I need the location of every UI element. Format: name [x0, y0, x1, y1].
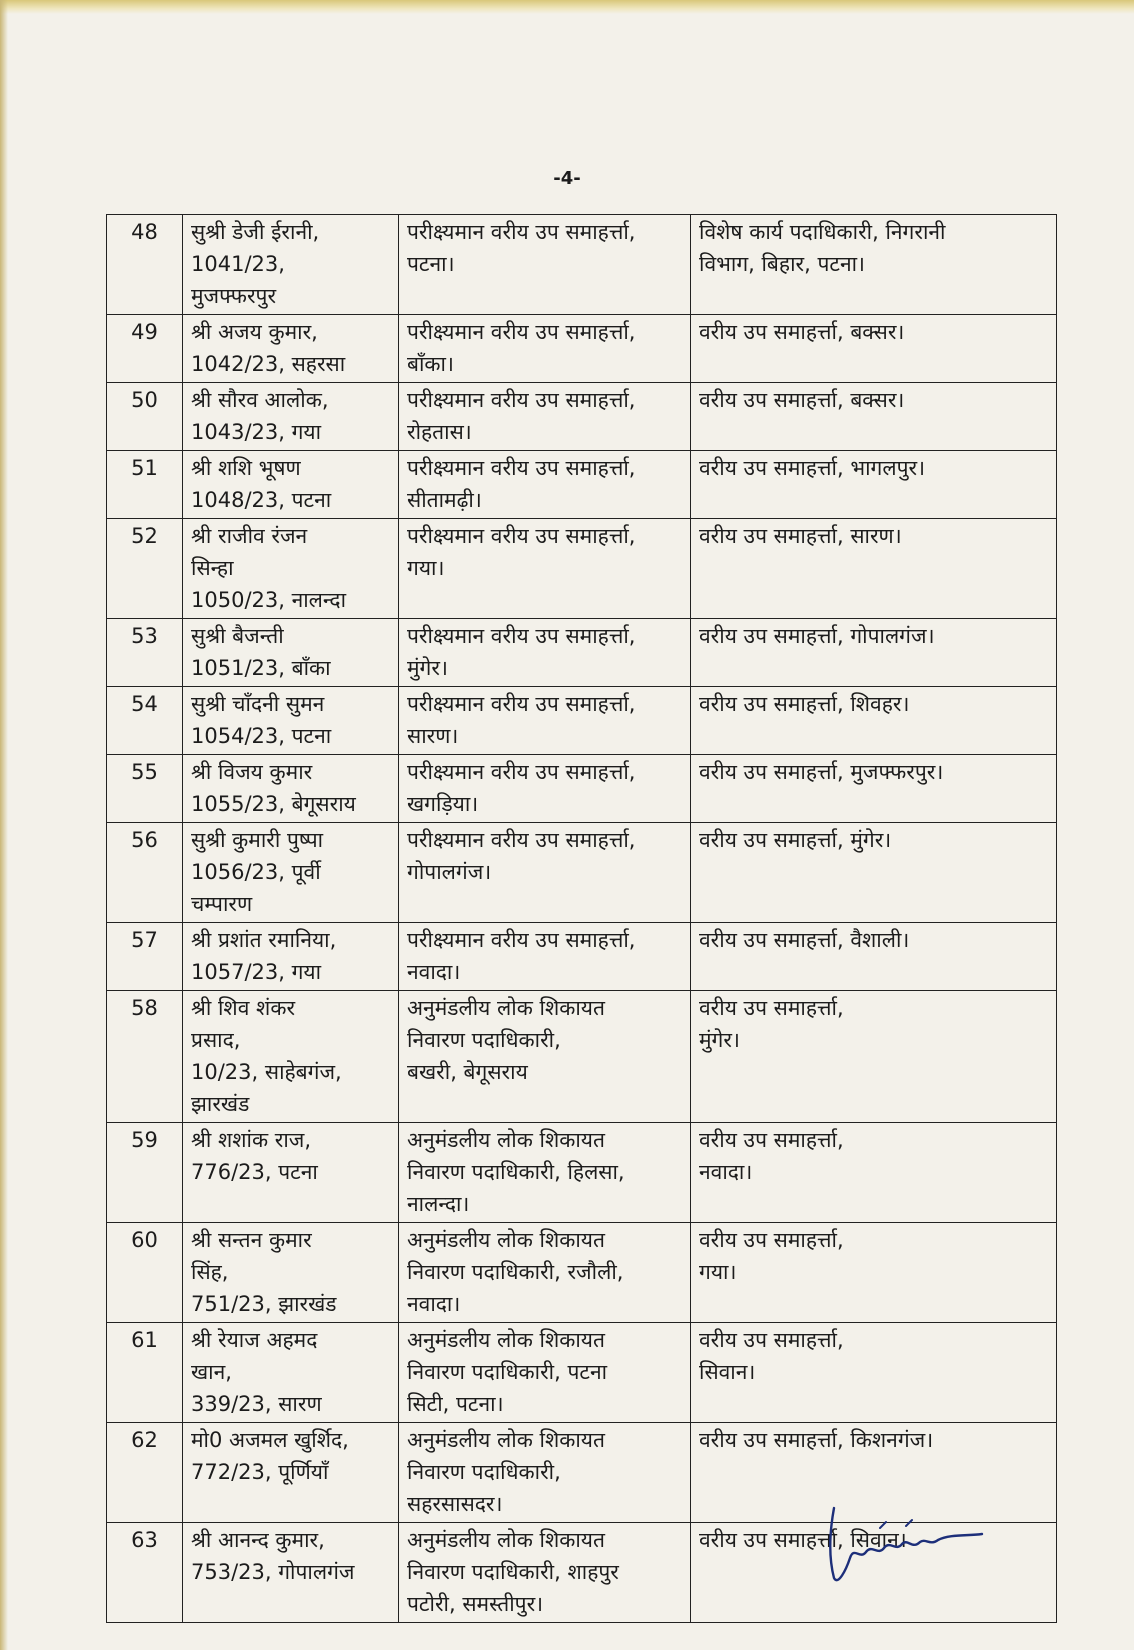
new-posting-line: वरीय उप समाहर्त्ता, शिवहर। [699, 692, 910, 716]
current-post-line: परीक्ष्यमान वरीय उप समाहर्त्ता, [407, 624, 636, 648]
current-post-line: खगड़िया। [407, 792, 479, 816]
new-posting-cell [691, 451, 1057, 519]
current-post-line: परीक्ष्यमान वरीय उप समाहर्त्ता, [407, 220, 636, 244]
current-post-line: नालन्दा। [407, 1192, 470, 1216]
current-post-cell [399, 823, 691, 923]
officer-name-line: 1041/23, [191, 252, 285, 276]
new-posting-cell [691, 823, 1057, 923]
current-post-line: निवारण पदाधिकारी, [407, 1460, 561, 1484]
page-edge-left [0, 0, 8, 1650]
table-row [107, 451, 1057, 519]
current-post-line: बाँका। [407, 352, 454, 376]
current-post-line: गया। [407, 556, 445, 580]
serial-number-cell: 63 [107, 1523, 183, 1623]
officer-name-cell [183, 923, 399, 991]
officer-name-line: 1043/23, गया [191, 420, 322, 444]
table-row [107, 519, 1057, 619]
new-posting-line: वरीय उप समाहर्त्ता, वैशाली। [699, 928, 910, 952]
officer-name-cell [183, 315, 399, 383]
officer-name-line: 1048/23, पटना [191, 488, 332, 512]
current-post-cell [399, 1323, 691, 1423]
officer-name-line: श्री प्रशांत रमानिया, [191, 928, 337, 952]
new-posting-line: सिवान। [699, 1360, 756, 1384]
new-posting-cell [691, 315, 1057, 383]
serial-number-cell: 61 [107, 1323, 183, 1423]
new-posting-line: वरीय उप समाहर्त्ता, गोपालगंज। [699, 624, 935, 648]
current-post-line: अनुमंडलीय लोक शिकायत [407, 1528, 605, 1552]
new-posting-cell [691, 1323, 1057, 1423]
officer-name-line: सिंह, [191, 1260, 229, 1284]
new-posting-line: वरीय उप समाहर्त्ता, [699, 996, 844, 1020]
officer-name-cell [183, 383, 399, 451]
officer-name-line: 1050/23, नालन्दा [191, 588, 347, 612]
serial-number-cell: 50 [107, 383, 183, 451]
officer-name-line: श्री विजय कुमार [191, 760, 313, 784]
current-post-cell [399, 1523, 691, 1623]
current-post-cell [399, 383, 691, 451]
table-row [107, 823, 1057, 923]
current-post-line: रोहतास। [407, 420, 472, 444]
officer-name-line: 753/23, गोपालगंज [191, 1560, 355, 1584]
table-row [107, 687, 1057, 755]
officer-name-line: श्री सौरव आलोक, [191, 388, 329, 412]
new-posting-line: वरीय उप समाहर्त्ता, किशनगंज। [699, 1428, 934, 1452]
officer-name-line: श्री सन्तन कुमार [191, 1228, 312, 1252]
officer-name-cell [183, 1223, 399, 1323]
table-row [107, 1123, 1057, 1223]
current-post-line: सारण। [407, 724, 459, 748]
serial-number-cell: 48 [107, 215, 183, 315]
current-post-line: अनुमंडलीय लोक शिकायत [407, 996, 605, 1020]
officer-name-cell [183, 519, 399, 619]
new-posting-cell [691, 1123, 1057, 1223]
officer-name-cell [183, 823, 399, 923]
officer-name-line: 1057/23, गया [191, 960, 322, 984]
current-post-line: पटोरी, समस्तीपुर। [407, 1592, 544, 1616]
new-posting-line: वरीय उप समाहर्त्ता, [699, 1328, 844, 1352]
officer-name-line: 1051/23, बाँका [191, 656, 331, 680]
officer-name-cell [183, 619, 399, 687]
current-post-line: नवादा। [407, 1292, 461, 1316]
officer-name-line: सिन्हा [191, 556, 234, 580]
current-post-cell [399, 619, 691, 687]
table-row [107, 923, 1057, 991]
current-post-line: निवारण पदाधिकारी, रजौली, [407, 1260, 624, 1284]
new-posting-line: वरीय उप समाहर्त्ता, सिवान। [699, 1528, 907, 1552]
current-post-line: सहरसासदर। [407, 1492, 503, 1516]
current-post-line: बखरी, बेगूसराय [407, 1060, 528, 1084]
serial-number-cell: 57 [107, 923, 183, 991]
officer-name-cell [183, 687, 399, 755]
current-post-cell [399, 1423, 691, 1523]
officer-name-line: 339/23, सारण [191, 1392, 322, 1416]
new-posting-line: वरीय उप समाहर्त्ता, मुजफ्फरपुर। [699, 760, 944, 784]
new-posting-line: वरीय उप समाहर्त्ता, भागलपुर। [699, 456, 926, 480]
table-row [107, 991, 1057, 1123]
current-post-line: अनुमंडलीय लोक शिकायत [407, 1228, 605, 1252]
officer-name-line: 1056/23, पूर्वी [191, 860, 321, 884]
serial-number-cell: 58 [107, 991, 183, 1123]
officer-name-cell [183, 215, 399, 315]
current-post-line: गोपालगंज। [407, 860, 492, 884]
officer-name-cell [183, 1323, 399, 1423]
table-row [107, 755, 1057, 823]
current-post-line: सीतामढ़ी। [407, 488, 482, 512]
officer-name-line: सुश्री चाँदनी सुमन [191, 692, 325, 716]
new-posting-cell [691, 755, 1057, 823]
new-posting-cell [691, 991, 1057, 1123]
officer-name-line: 1042/23, सहरसा [191, 352, 346, 376]
current-post-line: पटना। [407, 252, 455, 276]
officer-name-line: 772/23, पूर्णियाँ [191, 1460, 329, 1484]
officer-name-line: सुश्री बैजन्ती [191, 624, 284, 648]
page-edge-top [0, 0, 1134, 14]
current-post-line: मुंगेर। [407, 656, 448, 680]
table-row [107, 383, 1057, 451]
current-post-line: सिटी, पटना। [407, 1392, 504, 1416]
officer-name-line: 751/23, झारखंड [191, 1292, 337, 1316]
officer-name-line: श्री शशि भूषण [191, 456, 301, 480]
officer-name-line: खान, [191, 1360, 232, 1384]
officer-name-line: सुश्री डेजी ईरानी, [191, 220, 320, 244]
officer-name-line: 1055/23, बेगूसराय [191, 792, 356, 816]
serial-number-cell: 54 [107, 687, 183, 755]
officer-name-line: मुजफ्फरपुर [191, 284, 277, 308]
table-row [107, 1323, 1057, 1423]
current-post-line: परीक्ष्यमान वरीय उप समाहर्त्ता, [407, 760, 636, 784]
current-post-line: परीक्ष्यमान वरीय उप समाहर्त्ता, [407, 928, 636, 952]
current-post-line: परीक्ष्यमान वरीय उप समाहर्त्ता, [407, 456, 636, 480]
current-post-cell [399, 991, 691, 1123]
officer-name-line: झारखंड [191, 1092, 250, 1116]
table-row [107, 619, 1057, 687]
posting-table-body [107, 215, 1057, 1623]
current-post-line: अनुमंडलीय लोक शिकायत [407, 1328, 605, 1352]
serial-number-cell: 51 [107, 451, 183, 519]
new-posting-line: मुंगेर। [699, 1028, 740, 1052]
current-post-line: परीक्ष्यमान वरीय उप समाहर्त्ता, [407, 692, 636, 716]
officer-name-line: श्री शिव शंकर [191, 996, 296, 1020]
officer-name-line: श्री शशांक राज, [191, 1128, 312, 1152]
officer-name-line: 10/23, साहेबगंज, [191, 1060, 342, 1084]
new-posting-line: विशेष कार्य पदाधिकारी, निगरानी [699, 220, 946, 244]
new-posting-line: वरीय उप समाहर्त्ता, सारण। [699, 524, 902, 548]
new-posting-line: वरीय उप समाहर्त्ता, [699, 1228, 844, 1252]
new-posting-line: विभाग, बिहार, पटना। [699, 252, 866, 276]
officer-name-cell [183, 451, 399, 519]
officer-name-cell [183, 1523, 399, 1623]
new-posting-line: नवादा। [699, 1160, 753, 1184]
serial-number-cell: 52 [107, 519, 183, 619]
officer-name-line: श्री राजीव रंजन [191, 524, 308, 548]
officer-name-cell [183, 1123, 399, 1223]
officer-name-cell [183, 991, 399, 1123]
officer-name-line: सुश्री कुमारी पुष्पा [191, 828, 324, 852]
posting-table [106, 214, 1057, 1623]
current-post-cell [399, 1223, 691, 1323]
current-post-line: निवारण पदाधिकारी, [407, 1028, 561, 1052]
officer-name-line: श्री आनन्द कुमार, [191, 1528, 325, 1552]
current-post-cell [399, 215, 691, 315]
current-post-line: अनुमंडलीय लोक शिकायत [407, 1428, 605, 1452]
officer-name-line: 776/23, पटना [191, 1160, 318, 1184]
current-post-line: परीक्ष्यमान वरीय उप समाहर्त्ता, [407, 828, 636, 852]
serial-number-cell: 59 [107, 1123, 183, 1223]
current-post-cell [399, 687, 691, 755]
new-posting-cell [691, 687, 1057, 755]
officer-name-cell [183, 755, 399, 823]
officer-name-line: 1054/23, पटना [191, 724, 332, 748]
table-row [107, 315, 1057, 383]
new-posting-cell [691, 215, 1057, 315]
new-posting-cell [691, 619, 1057, 687]
new-posting-cell [691, 383, 1057, 451]
serial-number-cell: 62 [107, 1423, 183, 1523]
officer-name-line: चम्पारण [191, 892, 253, 916]
new-posting-line: गया। [699, 1260, 737, 1284]
serial-number-cell: 56 [107, 823, 183, 923]
serial-number-cell: 49 [107, 315, 183, 383]
current-post-line: परीक्ष्यमान वरीय उप समाहर्त्ता, [407, 388, 636, 412]
current-post-cell [399, 755, 691, 823]
current-post-cell [399, 1123, 691, 1223]
current-post-line: निवारण पदाधिकारी, हिलसा, [407, 1160, 625, 1184]
serial-number-cell: 60 [107, 1223, 183, 1323]
signature [820, 1500, 990, 1590]
new-posting-cell [691, 519, 1057, 619]
new-posting-line: वरीय उप समाहर्त्ता, बक्सर। [699, 320, 905, 344]
current-post-line: परीक्ष्यमान वरीय उप समाहर्त्ता, [407, 320, 636, 344]
page-number: -4- [553, 168, 581, 189]
current-post-cell [399, 451, 691, 519]
current-post-line: अनुमंडलीय लोक शिकायत [407, 1128, 605, 1152]
table-row [107, 215, 1057, 315]
current-post-line: निवारण पदाधिकारी, शाहपुर [407, 1560, 619, 1584]
officer-name-line: श्री अजय कुमार, [191, 320, 318, 344]
current-post-line: निवारण पदाधिकारी, पटना [407, 1360, 608, 1384]
new-posting-line: वरीय उप समाहर्त्ता, मुंगेर। [699, 828, 892, 852]
officer-name-line: मो0 अजमल खुर्शिद, [191, 1428, 349, 1452]
serial-number-cell: 55 [107, 755, 183, 823]
new-posting-cell [691, 1223, 1057, 1323]
officer-name-line: प्रसाद, [191, 1028, 241, 1052]
new-posting-line: वरीय उप समाहर्त्ता, [699, 1128, 844, 1152]
officer-name-cell [183, 1423, 399, 1523]
new-posting-line: वरीय उप समाहर्त्ता, बक्सर। [699, 388, 905, 412]
current-post-line: नवादा। [407, 960, 461, 984]
officer-name-line: श्री रेयाज अहमद [191, 1328, 318, 1352]
current-post-cell [399, 519, 691, 619]
current-post-line: परीक्ष्यमान वरीय उप समाहर्त्ता, [407, 524, 636, 548]
new-posting-cell [691, 923, 1057, 991]
table-row [107, 1223, 1057, 1323]
current-post-cell [399, 315, 691, 383]
serial-number-cell: 53 [107, 619, 183, 687]
current-post-cell [399, 923, 691, 991]
